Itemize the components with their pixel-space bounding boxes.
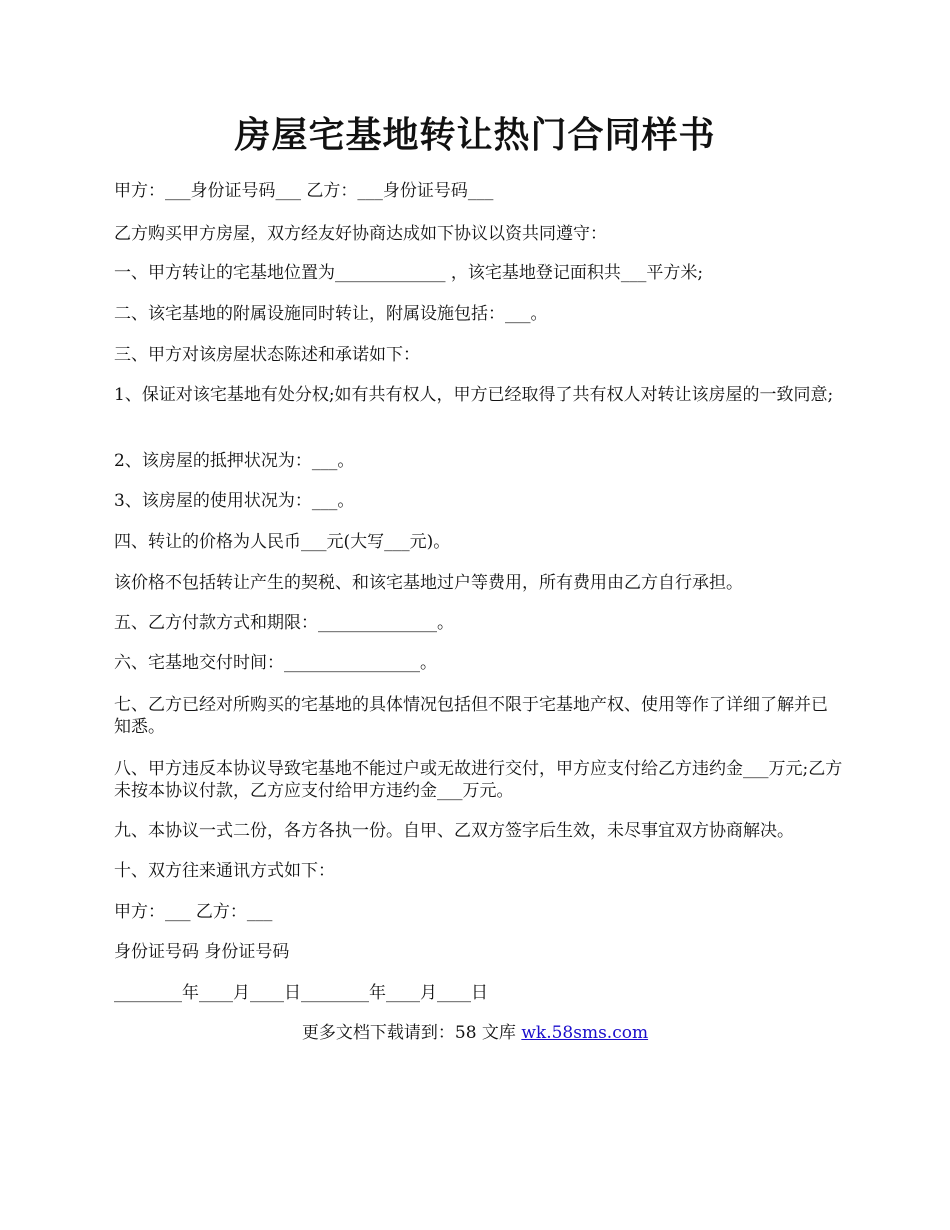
paragraph-intro: 乙方购买甲方房屋，双方经友好协商达成如下协议以资共同遵守： <box>114 224 607 244</box>
paragraph-clause-1: 一、甲方转让的宅基地位置为_____________ ，该宅基地登记面积共___平方米; <box>114 263 704 283</box>
paragraph-clause-6: 六、宅基地交付时间：________________。 <box>114 653 437 673</box>
paragraph-clause-3: 三、甲方对该房屋状态陈述和承诺如下： <box>114 345 420 365</box>
paragraph-clause-3-1: 1、保证对该宅基地有处分权;如有共有权人，甲方已经取得了共有权人对转让该房屋的一致同意; <box>114 385 834 405</box>
document-title: 房屋宅基地转让热门合同样书 <box>234 114 716 156</box>
paragraph-clause-3-3: 3、该房屋的使用状况为：___。 <box>114 491 355 511</box>
footer-text: 更多文档下载请到：58 文库 <box>301 1023 522 1043</box>
paragraph-clause-5: 五、乙方付款方式和期限：______________。 <box>114 613 454 633</box>
footer <box>0 1020 950 1046</box>
paragraph-clause-4: 四、转让的价格为人民币___元(大写___元)。 <box>114 532 451 552</box>
paragraph-clause-10: 十、双方往来通讯方式如下： <box>114 861 335 881</box>
paragraph-clause-8: 八、甲方违反本协议导致宅基地不能过户或无故进行交付，甲方应支付给乙方违约金___万元;乙方未按本协议付款，乙方应支付给甲方违约金___万元。 <box>114 759 843 801</box>
paragraph-parties: 甲方：___身份证号码___ 乙方：___身份证号码___ <box>114 181 494 201</box>
paragraph-dates: ________年____月____日________年____月____日 <box>114 983 488 1003</box>
paragraph-party-contacts: 甲方：___ 乙方：___ <box>114 902 273 922</box>
paragraph-price-note: 该价格不包括转让产生的契税、和该宅基地过户等费用，所有费用由乙方自行承担。 <box>114 573 743 593</box>
footer-link[interactable]: wk.58sms.com <box>521 1023 649 1043</box>
paragraph-clause-2: 二、该宅基地的附属设施同时转让，附属设施包括：___。 <box>114 304 548 324</box>
paragraph-clause-3-2: 2、该房屋的抵押状况为：___。 <box>114 451 355 471</box>
paragraph-clause-7: 七、乙方已经对所购买的宅基地的具体情况包括但不限于宅基地产权、使用等作了详细了解并已知悉。 <box>114 695 828 737</box>
paragraph-clause-9: 九、本协议一式二份，各方各执一份。自甲、乙双方签字后生效，未尽事宜双方协商解决。 <box>114 821 794 841</box>
paragraph-id-numbers: 身份证号码 身份证号码 <box>114 942 290 962</box>
